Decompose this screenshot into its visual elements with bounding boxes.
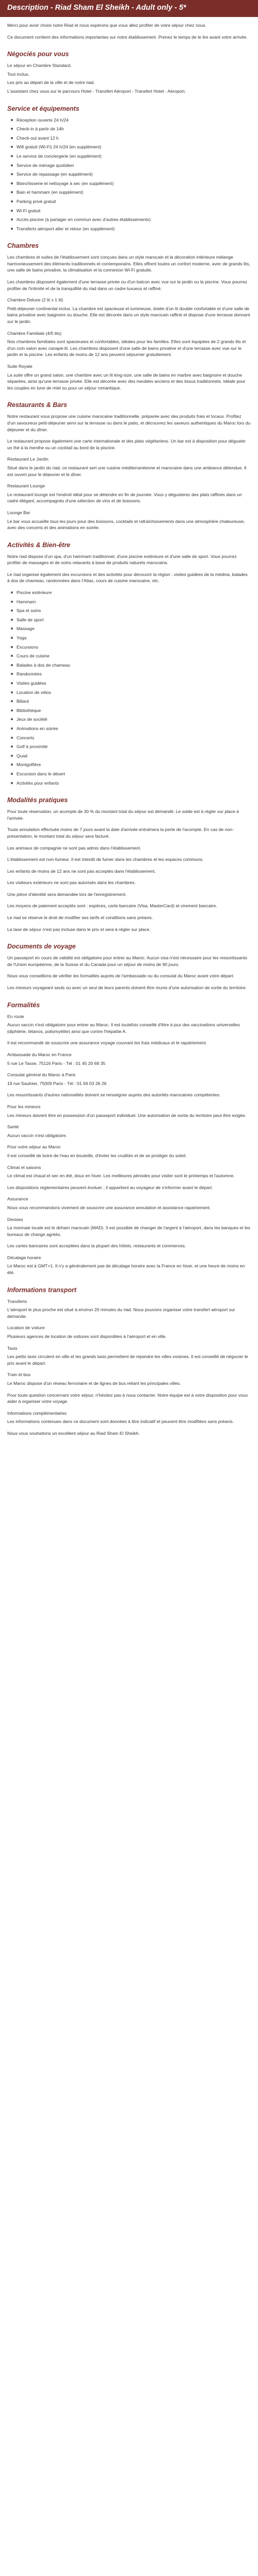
formalites-subheading: Assurance bbox=[7, 1196, 28, 1202]
formalites-subheading: Consulat général du Maroc à Paris bbox=[7, 1072, 76, 1078]
section-heading-formalites: Formalités bbox=[7, 1001, 40, 1009]
activity-item: Salle de sport bbox=[17, 617, 251, 623]
restaurants-paragraph: Le restaurant propose également une carte internationale et des plats végétariens. Un bar est à disposition pour déguster un thé à la menthe ou un cocktail au bord de la piscine. bbox=[7, 438, 246, 450]
restaurants-paragraph: Situé dans le jardin du riad, ce restaurant sert une cuisine méditerranéenne et marocaine dans une ambiance détendue. Il est ouvert pour le déjeuner et le dîner. bbox=[7, 465, 247, 477]
service-item: Parking privé gratuit bbox=[17, 198, 251, 205]
chambres-paragraph: Les chambres et suites de l'établissement sont conçues dans un style marocain et la décoration intérieure mélange harmonieusement des éléments traditionnels et contemporains. Elles offrent toutes un confort moderne, avec de grands lits, une salle de bains privative, la climatisation et la connexion Wi-Fi gratuite. bbox=[7, 255, 250, 273]
activity-item: Bibliothèque bbox=[17, 707, 251, 714]
restaurants-paragraph: Le bar vous accueille tous les jours pour des boissons, cocktails et rafraîchissements dans une atmosphère chaleureuse, avec des concerts et des animations en soirée. bbox=[7, 518, 245, 531]
formalites-address: 5 rue Le Tasse, 75116 Paris - Tél : 01 45 20 69 35 bbox=[7, 1060, 106, 1066]
restaurants-paragraph: Notre restaurant vous propose une cuisine marocaine traditionnelle, préparée avec des produits frais et locaux. Profitez d'un savoureux petit-déjeuner servi sur la terrasse ou dans le patio, et découvrez les saveurs authentiques du Maroc lors du déjeuner et du dîner. bbox=[7, 414, 251, 432]
activity-item: Excursions bbox=[17, 644, 251, 651]
informations-paragraph: Le Maroc dispose d'un réseau ferroviaire et de lignes de bus reliant les principales villes. bbox=[7, 1381, 181, 1386]
modalites-paragraph: La taxe de séjour n'est pas incluse dans le prix et sera à régler sur place. bbox=[7, 926, 151, 932]
formalites-paragraph: Nous vous recommandons vivement de souscrire une assurance annulation et assistance rapatriement. bbox=[7, 1205, 211, 1210]
formalites-subheading: Climat et saisons bbox=[7, 1164, 41, 1170]
section-heading-documents: Documents de voyage bbox=[7, 943, 76, 951]
page-content bbox=[0, 17, 258, 1452]
activity-item: Piscine extérieure bbox=[17, 589, 251, 596]
page-title: Description - Riad Sham El Sheikh - Adult only - 5* bbox=[7, 4, 186, 12]
informations-subheading: Transferts bbox=[7, 1298, 27, 1304]
activity-item: Excursion dans le désert bbox=[17, 771, 251, 777]
chambres-paragraph: Petit-déjeuner continental inclus. La chambre est spacieuse et lumineuse, dotée d'un lit double confortable et d'une salle de bains privative avec baignoire ou douche. Elle est décorée dans un style marocain raffiné et dispose d'une terrasse donnant sur le jardin. bbox=[7, 306, 250, 325]
activites-paragraph: Le riad organise également des excursions et des activités pour découvrir la région : visites guidées de la médina, balades à dos de chameau, randonnées dans l'Atlas, cours de cuisine marocaine, etc. bbox=[7, 571, 248, 584]
service-item: Bain et hammam (en supplément) bbox=[17, 189, 251, 196]
section-heading-chambres: Chambres bbox=[7, 242, 39, 250]
modalites-paragraph: Les enfants de moins de 12 ans ne sont pas acceptés dans l'établissement. bbox=[7, 868, 156, 874]
activity-item: Randonnées bbox=[17, 671, 251, 677]
modalites-paragraph: Les visiteurs extérieurs ne sont pas autorisés dans les chambres. bbox=[7, 880, 136, 886]
restaurants-paragraph: Le restaurant lounge est l'endroit idéal pour se détendre en fin de journée. Vous y dégusterez des plats raffinés dans un cadre élégant, accompagnés d'une sélection de vins et de boissons. bbox=[7, 492, 242, 504]
service-item: Wi-Fi gratuit bbox=[17, 208, 251, 214]
service-item: Service de ménage quotidien bbox=[17, 162, 251, 169]
formalites-paragraph: Le Maroc est à GMT+1. Il n'y a généralement pas de décalage horaire avec la France en hiver, et une heure de moins en été. bbox=[7, 1263, 245, 1276]
service-item: Accès piscine (à partager en commun avec d'autres établissements) bbox=[17, 216, 251, 223]
activity-item: Hammam bbox=[17, 599, 251, 605]
service-item: Le service de conciergerie (en supplément) bbox=[17, 153, 251, 160]
activity-item: Activités pour enfants bbox=[17, 780, 251, 787]
activity-item: Spa et soins bbox=[17, 607, 251, 614]
informations-subheading: Informations complémentaires bbox=[7, 1410, 67, 1416]
modalites-paragraph: Une pièce d'identité sera demandée lors de l'enregistrement. bbox=[7, 891, 127, 897]
modalites-paragraph: Les animaux de compagnie ne sont pas admis dans l'établissement. bbox=[7, 845, 141, 851]
formalites-subheading: Pour votre séjour au Maroc bbox=[7, 1144, 61, 1150]
activity-item: Balades à dos de chameau bbox=[17, 662, 251, 669]
formalites-paragraph: Le climat est chaud et sec en été, doux en hiver. Les meilleures périodes pour visiter sont le printemps et l'automne. bbox=[7, 1173, 235, 1179]
activity-item: Massage bbox=[17, 625, 251, 632]
service-item: Réception ouverte 24 h/24 bbox=[17, 117, 251, 124]
formalites-paragraph: Les ressortissants d'autres nationalités doivent se renseigner auprès des autorités marocaines compétentes. bbox=[7, 1092, 221, 1098]
service-item: Service de repassage (en supplément) bbox=[17, 171, 251, 178]
chambres-paragraph: La suite offre un grand salon, une chambre avec un lit king-size, une salle de bains en marbre avec baignoire et douche séparées, ainsi qu'une terrasse privée. Elle est décorée avec des meubles anciens et des tissus traditionnels. Idéale pour les couples en lune de miel ou pour un séjour romantique. bbox=[7, 372, 246, 391]
room-type-label: Chambre Deluxe (2 lit x 1 lit) bbox=[7, 297, 63, 303]
activity-item: Animations en soirée bbox=[17, 725, 251, 732]
activity-item: Jeux de société bbox=[17, 716, 251, 723]
formalites-subheading: En route bbox=[7, 1013, 24, 1019]
informations-paragraph: Plusieurs agences de location de voitures sont disponibles à l'aéroport et en ville. bbox=[7, 1334, 167, 1340]
intro-paragraph: Merci pour avoir choisi notre Riad et nous espérons que vous allez profiter de votre séjour chez nous. bbox=[7, 23, 206, 28]
section-heading-restaurants: Restaurants & Bars bbox=[7, 401, 68, 409]
modalites-paragraph: L'établissement est non-fumeur. Il est interdit de fumer dans les chambres et les espaces communs. bbox=[7, 857, 204, 862]
formalites-address: 19 rue Saulnier, 75009 Paris - Tél : 01 56 03 26 26 bbox=[7, 1080, 107, 1086]
chambres-paragraph: Les chambres disposent également d'une terrasse privée ou d'un balcon avec vue sur le jardin ou la piscine. Vous pourrez profiter de l'intimité et de la tranquillité du riad dans un cadre luxueux et raffiné. bbox=[7, 279, 248, 291]
room-type-label: Suite Royale bbox=[7, 364, 33, 369]
intro-paragraph: Ce document contient des informations importantes sur notre établissement. Prenez le temps de le lire avant votre arrivée. bbox=[7, 34, 248, 40]
informations-paragraph: Les petits taxis circulent en ville et les grands taxis permettent de rejoindre les villes voisines. Il est conseillé de négocier le prix avant le départ. bbox=[7, 1354, 248, 1366]
modalites-paragraph: Le riad se réserve le droit de modifier ses tarifs et conditions sans préavis. bbox=[7, 915, 153, 921]
formalites-paragraph: Les dispositions réglementaires peuvent évoluer ; il appartient au voyageur de s'informer avant le départ. bbox=[7, 1184, 213, 1190]
negocies-line: L'assistant chez vous sur le parcours Hotel - Transfert Aéroport - Transfert Hotel - Aéroport. bbox=[7, 88, 186, 94]
service-item: Transferts aéroport aller et retour (en supplément) bbox=[17, 226, 251, 232]
restaurant-name: Restaurant Le Jardin bbox=[7, 456, 49, 462]
formalites-paragraph: Les cartes bancaires sont acceptées dans la plupart des hôtels, restaurants et commerces. bbox=[7, 1243, 186, 1249]
formalites-paragraph: Aucun vaccin n'est obligatoire. bbox=[7, 1132, 67, 1138]
page-header bbox=[0, 0, 258, 17]
documents-paragraph: Un passeport en cours de validité est obligatoire pour entrer au Maroc. Aucun visa n'est nécessaire pour les ressortissants de l'Union européenne, de la Suisse et du Canada pour un séjour de moins de 90 jours. bbox=[7, 955, 247, 967]
formalites-paragraph: Il est recommandé de souscrire une assurance voyage couvrant les frais médicaux et le rapatriement. bbox=[7, 1040, 207, 1046]
informations-subheading: Train et bus bbox=[7, 1372, 31, 1378]
restaurant-name: Lounge Bar bbox=[7, 510, 30, 515]
formalites-subheading: Devises bbox=[7, 1216, 23, 1222]
activity-item: Concerts bbox=[17, 735, 251, 741]
modalites-paragraph: Toute annulation effectuée moins de 7 jours avant la date d'arrivée entraînera la perte de l'acompte. En cas de non-présentation, le montant total du séjour sera facturé. bbox=[7, 827, 234, 839]
activity-item: Visites guidées bbox=[17, 680, 251, 687]
informations-paragraph: Pour toute question concernant votre séjour, n'hésitez pas à nous contacter. Notre équipe est à votre disposition pour vous aider à organiser votre voyage. bbox=[7, 1392, 248, 1404]
informations-subheading: Location de voiture bbox=[7, 1325, 45, 1331]
activites-paragraph: Notre riad dispose d'un spa, d'un hammam traditionnel, d'une piscine extérieure et d'une salle de sport. Vous pourrez profiter de massages et de soins relaxants à base de produits naturels marocains. bbox=[7, 553, 237, 566]
formalites-subheading: Pour les mineurs bbox=[7, 1104, 41, 1109]
informations-paragraph: L'aéroport le plus proche est situé à environ 20 minutes du riad. Nous pouvons organiser votre transfert aéroport sur demande. bbox=[7, 1307, 235, 1319]
service-item: Wifi gratuit (Wi-Fi) 24 h/24 (en supplément) bbox=[17, 144, 251, 150]
formalites-subheading: Décalage horaire bbox=[7, 1255, 41, 1260]
documents-paragraph: Les mineurs voyageant seuls ou avec un seul de leurs parents doivent être munis d'une autorisation de sortie du territoire. bbox=[7, 985, 247, 991]
documents-paragraph: Nous vous conseillons de vérifier les formalités auprès de l'ambassade ou du consulat du Maroc avant votre départ. bbox=[7, 973, 235, 979]
service-item: Blanchisserie et nettoyage à sec (en supplément) bbox=[17, 180, 251, 187]
informations-subheading: Taxis bbox=[7, 1345, 18, 1351]
section-heading-modalites: Modalités pratiques bbox=[7, 796, 68, 804]
informations-paragraph: Les informations contenues dans ce document sont données à titre indicatif et peuvent être modifiées sans préavis. bbox=[7, 1419, 234, 1425]
services-list bbox=[7, 117, 251, 232]
room-type-label: Chambre Familiale (4/5 lits) bbox=[7, 330, 62, 336]
formalites-subheading: Santé bbox=[7, 1124, 19, 1130]
formalites-paragraph: Aucun vaccin n'est obligatoire pour entrer au Maroc. Il est toutefois conseillé d'être à jour des vaccinations universelles (diphtérie, tétanos, poliomyélite) ainsi que contre l'hépatite A. bbox=[7, 1022, 240, 1034]
service-item: Check-in à partir de 14h bbox=[17, 126, 251, 132]
section-heading-informations: Informations transport bbox=[7, 1286, 77, 1294]
activity-item: Billard bbox=[17, 698, 251, 705]
activity-item: Yoga bbox=[17, 635, 251, 641]
formalites-paragraph: Les mineurs doivent être en possession d'un passeport individuel. Une autorisation de sortie du territoire peut être exigée. bbox=[7, 1112, 247, 1118]
negocies-line: Tout inclus. bbox=[7, 71, 29, 77]
activity-item: Golf à proximité bbox=[17, 743, 251, 750]
activity-item: Cours de cuisine bbox=[17, 653, 251, 659]
chambres-paragraph: Nos chambres familiales sont spacieuses et confortables, idéales pour les familles. Elles sont équipées de 2 grands lits et d'un coin salon avec canapé-lit. Les chambres disposent d'une salle de bains privative et d'une terrasse avec vue sur le jardin et la piscine. Les enfants de moins de 12 ans peuvent séjourner gratuitement. bbox=[7, 339, 246, 358]
section-heading-activites: Activités & Bien-être bbox=[7, 541, 71, 549]
activity-item: Location de vélos bbox=[17, 689, 251, 696]
activites-list bbox=[7, 589, 251, 786]
formalites-paragraph: La monnaie locale est le dirham marocain (MAD). Il est possible de changer de l'argent à l'aéroport, dans les banques et les bureaux de change agréés. bbox=[7, 1225, 250, 1237]
modalites-paragraph: Pour toute réservation, un acompte de 30 % du montant total du séjour est demandé. Le solde est à régler sur place à l'arrivée. bbox=[7, 809, 239, 821]
negocies-line: Le séjour en Chambre Standard. bbox=[7, 63, 72, 69]
section-heading-services: Service et équipements bbox=[7, 105, 79, 112]
modalites-paragraph: Les moyens de paiement acceptés sont : espèces, carte bancaire (Visa, MasterCard) et virement bancaire. bbox=[7, 903, 217, 909]
section-heading-negocies: Négociés pour vous bbox=[7, 50, 69, 58]
formalites-subheading: Ambassade du Maroc en France bbox=[7, 1052, 72, 1057]
restaurant-name: Restaurant Lounge bbox=[7, 483, 45, 489]
activity-item: Montgolfière bbox=[17, 761, 251, 768]
informations-paragraph: Nous vous souhaitons un excellent séjour au Riad Sham El Sheikh. bbox=[7, 1430, 140, 1436]
formalites-paragraph: Il est conseillé de boire de l'eau en bouteille, d'éviter les crudités et de se protéger du soleil. bbox=[7, 1153, 187, 1158]
service-item: Check-out avant 12 h bbox=[17, 135, 251, 142]
negocies-line: Les prix au départ de la ville et de notre riad. bbox=[7, 80, 95, 86]
activity-item: Quad bbox=[17, 753, 251, 759]
